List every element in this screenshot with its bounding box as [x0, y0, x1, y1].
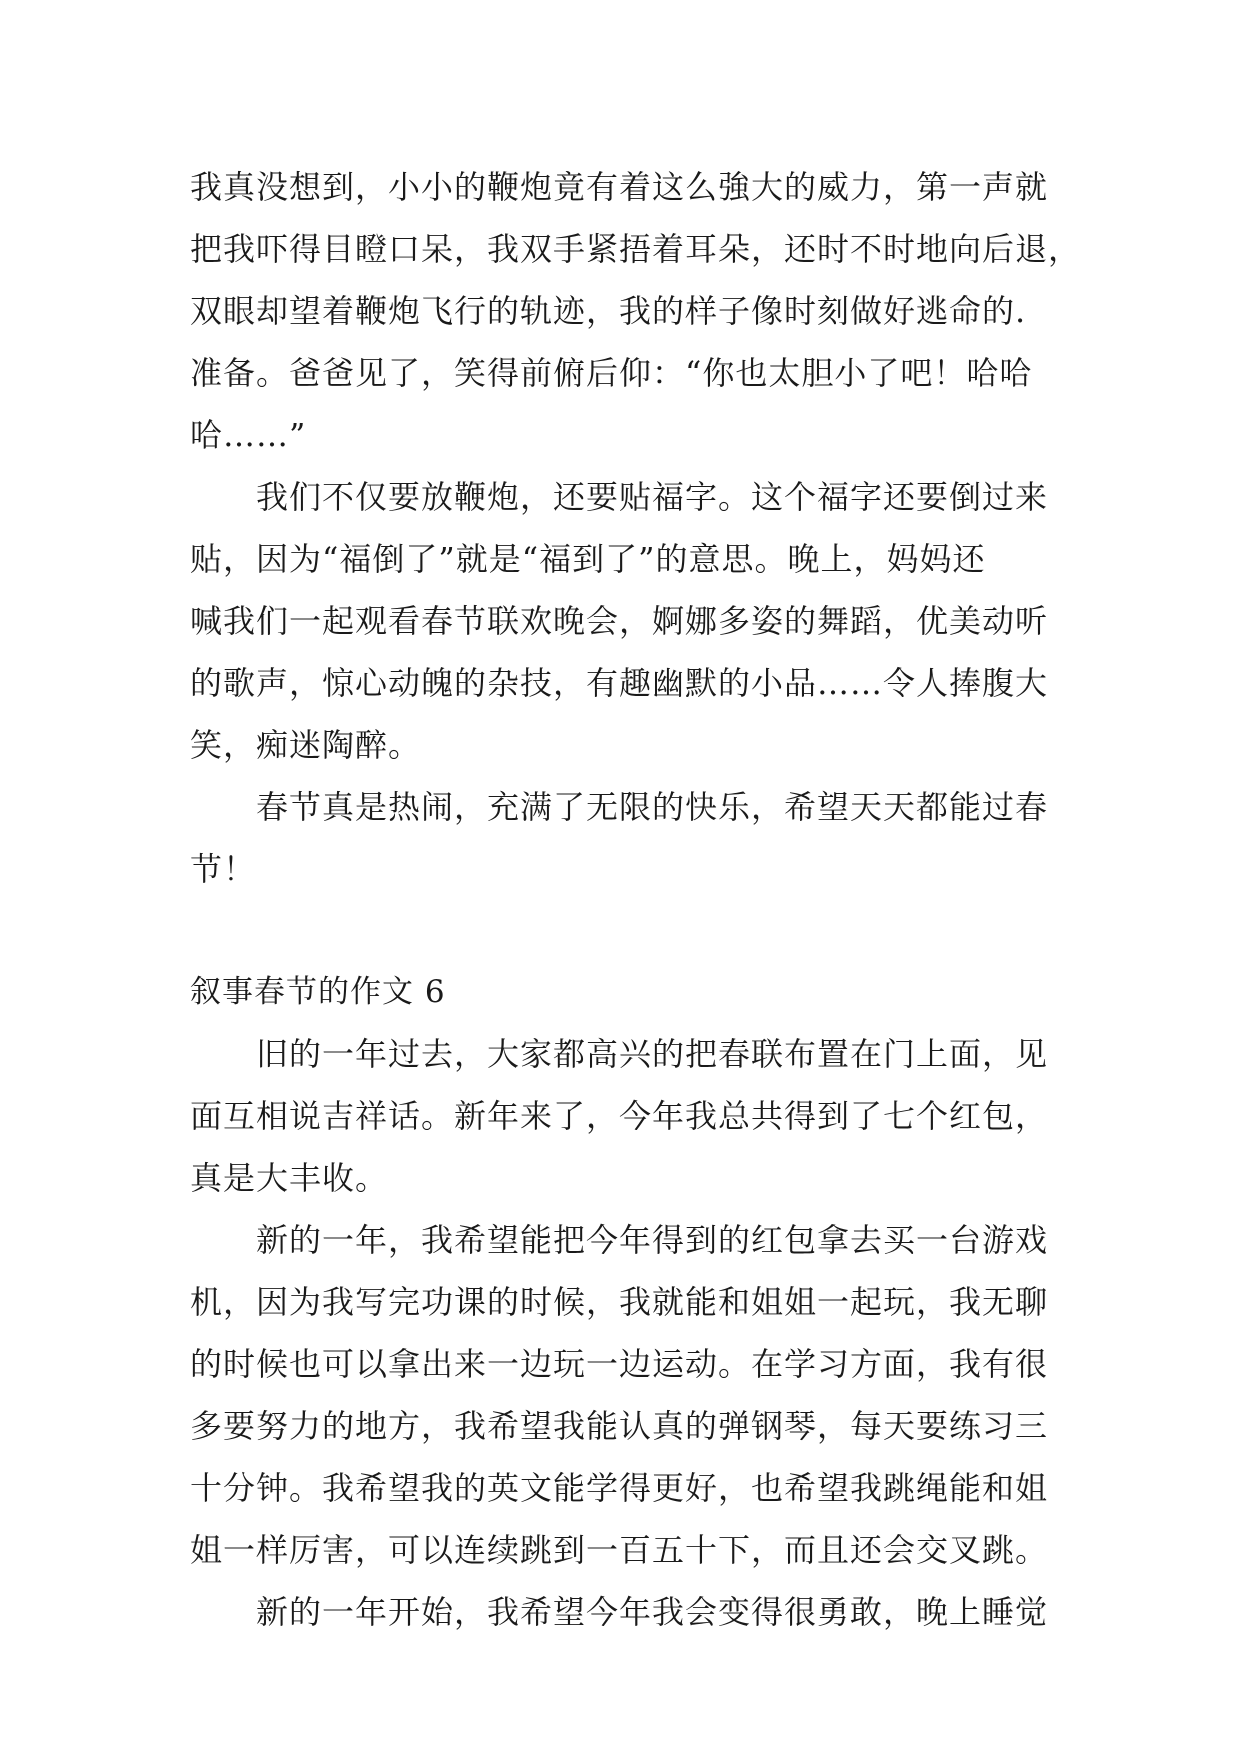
paragraph-line: 双眼却望着鞭炮飞行的轨迹，我的样子像时刻做好逃命的. [190, 292, 1027, 330]
paragraph-line: 贴，因为“福倒了”就是“福到了”的意思。晚上，妈妈还 [190, 540, 986, 578]
paragraph-line: 节！ [190, 850, 257, 888]
paragraph-line: 我们不仅要放鞭炮，还要贴福字。这个福字还要倒过来 [256, 478, 1049, 516]
paragraph-line: 春节真是热闹，充满了无限的快乐，希望天天都能过春 [256, 788, 1049, 826]
paragraph-line: 机，因为我写完功课的时候，我就能和姐姐一起玩，我无聊 [190, 1283, 1049, 1321]
paragraph-line: 准备。爸爸见了，笑得前俯后仰：“你也太胆小了吧！哈哈 [190, 354, 1033, 392]
paragraph-line: 笑，痴迷陶醉。 [190, 726, 422, 764]
paragraph-line: 哈……” [190, 416, 307, 454]
paragraph-line: 的歌声，惊心动魄的杂技，有趣幽默的小品……令人捧腹大 [190, 664, 1049, 702]
paragraph-line: 我真没想到，小小的鞭炮竟有着这么強大的威力，第一声就 [190, 168, 1049, 206]
paragraph-line: 真是大丰收。 [190, 1159, 389, 1197]
paragraph-line: 喊我们一起观看春节联欢晚会，婀娜多姿的舞蹈，优美动听 [190, 602, 1049, 640]
paragraph-line: 新的一年，我希望能把今年得到的红包拿去买一台游戏 [256, 1221, 1049, 1259]
paragraph-line: 十分钟。我希望我的英文能学得更好，也希望我跳绳能和姐 [190, 1469, 1049, 1507]
paragraph-line: 旧的一年过去，大家都高兴的把春联布置在门上面，见 [256, 1035, 1049, 1073]
paragraph-line: 新的一年开始，我希望今年我会变得很勇敢，晚上睡觉 [256, 1593, 1049, 1631]
paragraph-line: 面互相说吉祥话。新年来了，今年我总共得到了七个红包， [190, 1097, 1049, 1135]
paragraph-line: 把我吓得目瞪口呆，我双手紧捂着耳朵，还时不时地向后退， [190, 230, 1082, 268]
paragraph-line: 姐一样厉害，可以连续跳到一百五十下，而且还会交叉跳。 [190, 1531, 1049, 1569]
section-title: 叙事春节的作文 6 [190, 974, 446, 1010]
paragraph-line: 的时候也可以拿出来一边玩一边运动。在学习方面，我有很 [190, 1345, 1049, 1383]
paragraph-line: 多要努力的地方，我希望我能认真的弹钢琴，每天要练习三 [190, 1407, 1049, 1445]
